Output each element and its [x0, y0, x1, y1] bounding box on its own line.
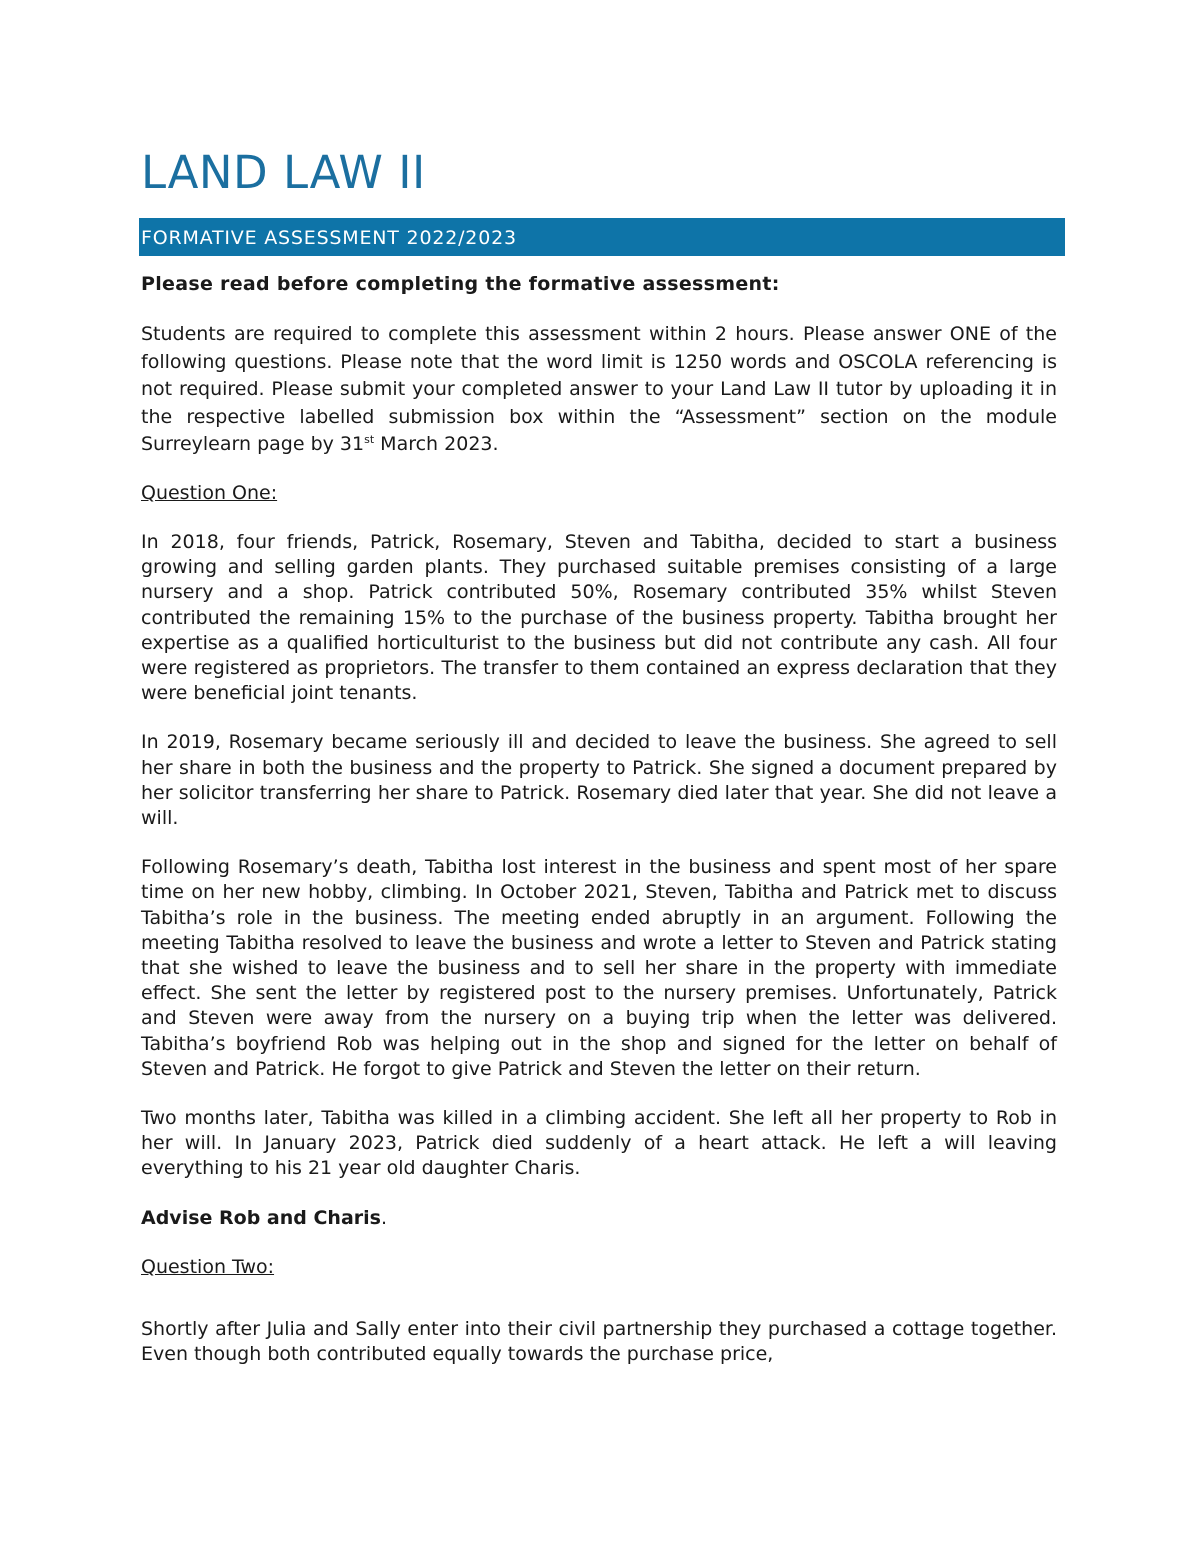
- question-one-paragraph-1: In 2018, four friends, Patrick, Rosemary, Steven and Tabitha, decided to start a business growing and selling garden plants. They purchased suitable premises consisting of a large nursery and a shop. Patrick contributed 50%, Rosemary contributed 35% whilst Steven contributed the remaining 15% to the purchase of the business property. Tabitha brought her expertise as a qualified horticulturist to the business but did not contribute any cash. All four were registered as proprietors. The transfer to them contained an express declaration that they were beneficial joint tenants.: [141, 530, 1057, 705]
- instructions-paragraph: [141, 321, 1057, 459]
- advise-text: Advise Rob and Charis: [141, 1206, 381, 1229]
- assessment-banner: FORMATIVE ASSESSMENT 2022/2023: [139, 218, 1065, 256]
- question-one-paragraph-3: Following Rosemary’s death, Tabitha lost interest in the business and spent most of her spare time on her new hobby, climbing. In October 2021, Steven, Tabitha and Patrick met to discuss Tabitha’s role in the business. The meeting ended abruptly in an argument. Following the meeting Tabitha resolved to leave the business and wrote a letter to Steven and Patrick stating that she wished to leave the business and to sell her share in the property with immediate effect. She sent the letter by registered post to the nursery premises. Unfortunately, Patrick and Steven were away from the nursery on a buying trip when the letter was delivered. Tabitha’s boyfriend Rob was helping out in the shop and signed for the letter on behalf of Steven and Patrick. He forgot to give Patrick and Steven the letter on their return.: [141, 856, 1057, 1080]
- instructions-text-end: March 2023.: [374, 433, 499, 456]
- instructions-lead: Please read before completing the formative assessment:: [141, 273, 780, 295]
- instructions-text: Students are required to complete this assessment within 2 hours. Please answer ONE of the following questions. Please note that the word limit is 1250 words and OSCOLA referencing is not required. Please submit your completed answer to your Land Law II tutor by uploading it in the respective labelled submission box within the “Assessment” section on the module Surreylearn page by 31: [141, 323, 1057, 456]
- question-two-paragraph: Shortly after Julia and Sally enter into their civil partnership they purchased a cottage together. Even though both contributed equally towards the purchase price,: [141, 1317, 1057, 1366]
- document-body: [141, 138, 1057, 1367]
- question-one-paragraph-4: Two months later, Tabitha was killed in a climbing accident. She left all her property to Rob in her will. In January 2023, Patrick died suddenly of a heart attack. He left a will leaving everything to his 21 year old daughter Charis.: [141, 1106, 1057, 1180]
- date-ordinal-suffix: st: [364, 433, 375, 447]
- question-one-instruction: [141, 1206, 1057, 1231]
- document-title: LAND LAW II: [141, 146, 426, 199]
- question-one-paragraph-2: In 2019, Rosemary became seriously ill and decided to leave the business. She agreed to sell her share in both the business and the property to Patrick. She signed a document prepared by her solicitor transferring her share to Patrick. Rosemary died later that year. She did not leave a will.: [141, 731, 1057, 829]
- question-two-heading: Question Two:: [141, 1255, 275, 1278]
- question-one-heading: Question One:: [141, 481, 278, 504]
- advise-period: .: [380, 1206, 388, 1229]
